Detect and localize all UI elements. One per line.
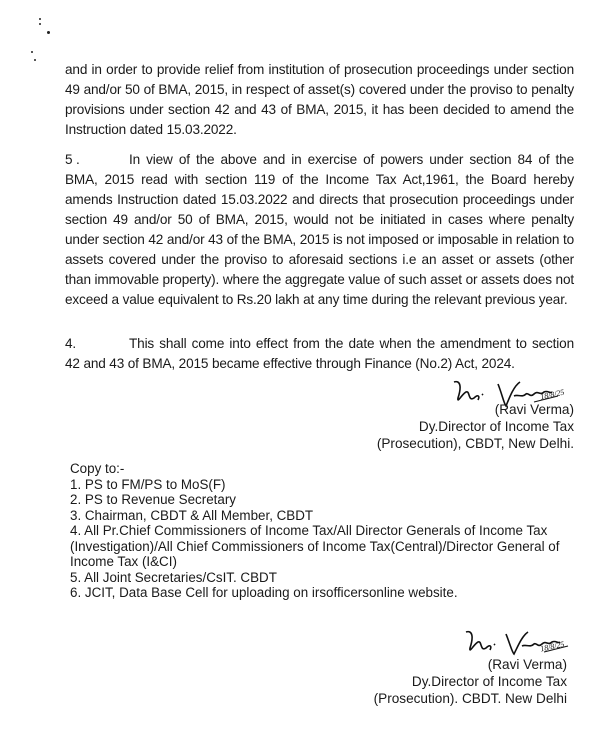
copy-to-item: 6. JCIT, Data Base Cell for uploading on irsofficersonline website. — [70, 585, 458, 600]
scan-speck — [34, 59, 36, 61]
signatory-designation: Dy.Director of Income Tax — [418, 419, 574, 434]
copy-to-item: 4. All Pr.Chief Commissioners of Income Tax/All Director Generals of Income Tax (Investigation)/All Chief Commissioners of Income Tax(Central)/Director General of Income Tax (I&CI) — [70, 523, 560, 569]
scan-speck — [47, 31, 50, 34]
signature-date: 18/8/25 — [539, 639, 566, 654]
paragraph-text: This shall come into effect from the date when the amendment to section 42 and 43 of BMA, 2015 became effective through Finance (No.2) Act, 2024. — [65, 336, 574, 371]
signatory-office: (Prosecution), CBDT, New Delhi. — [376, 436, 574, 451]
paragraph-text: In view of the above and in exercise of powers under section 84 of the BMA, 2015 read with section 119 of the Income Tax Act,1961, the Board hereby amends Instruction dated 15.03.2022 and directs that prosecution proceedings under section 49 and/or 50 of BMA, 2015, would not be initiated in cases where penalty under section 42 and/or 43 of the BMA, 2015 is not imposed or imposable in relation to assets covered under the proviso to aforesaid sections i.e an asset or assets (other than immovable property). where the aggregate value of such asset or assets does not exceed a value equivalent to Rs.20 lakh at any time during the relevant previous year. — [65, 152, 574, 307]
copy-to-list — [70, 461, 590, 601]
paragraph-number: 4. — [65, 336, 77, 351]
copy-to-heading: Copy to:- — [70, 461, 125, 476]
copy-to-item: 5. All Joint Secretaries/CsIT. CBDT — [70, 569, 277, 585]
paragraph-4 — [65, 334, 574, 374]
copy-to-item: 1. PS to FM/PS to MoS(F) — [70, 476, 226, 492]
paragraph-number: 5 . — [65, 152, 80, 167]
signatory-designation: Dy.Director of Income Tax — [411, 674, 567, 689]
paragraph-5 — [65, 150, 574, 310]
signatory-name: (Ravi Verma) — [487, 657, 567, 672]
copy-to-item: 3. Chairman, CBDT & All Member, CBDT — [70, 507, 314, 523]
copy-to-item: 2. PS to Revenue Secretary — [70, 492, 236, 507]
paragraph-continuation: and in order to provide relief from institution of prosecution proceedings under section 49 and/or 50 of BMA, 2015, in respect of asset(s) covered under the proviso to penalty provisions under section 42 and 43 of BMA, 2015, it has been decided to amend the Instruction dated 15.03.2022. — [65, 62, 574, 137]
signature-date: 18/8/25 — [539, 387, 566, 402]
signature-block-1 — [377, 401, 574, 452]
scan-speck — [39, 23, 41, 25]
signature-block-2 — [374, 656, 567, 707]
signatory-office: (Prosecution). CBDT. New Delhi — [373, 691, 567, 706]
signatory-name: (Ravi Verma) — [494, 402, 574, 417]
scan-speck — [39, 18, 41, 20]
scan-speck — [31, 51, 33, 53]
